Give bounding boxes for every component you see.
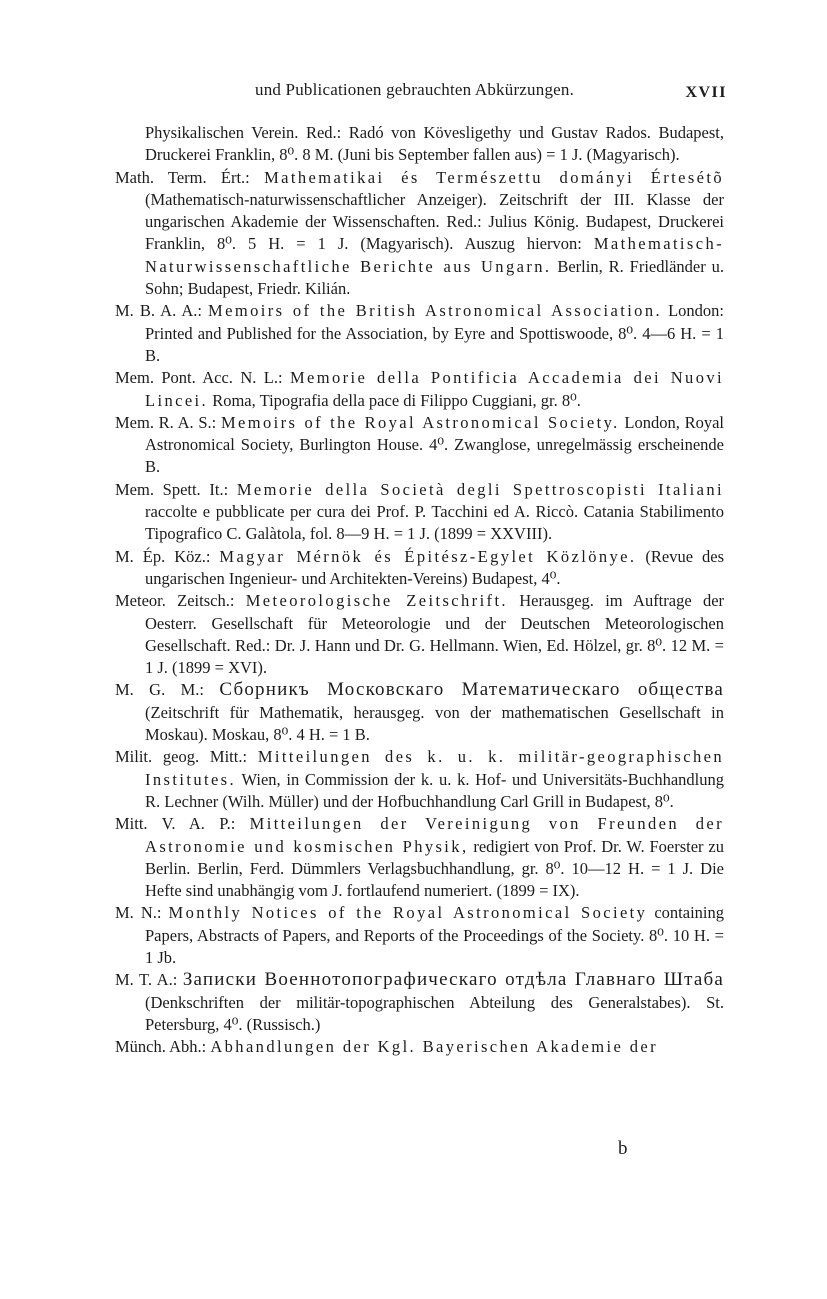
entry-title-secondary: Mathematisch-Naturwissenschaftliche Berichte aus Ungarn. <box>145 234 724 276</box>
entry-title-cyrillic: Записки Военнотопографическаго отдѣла Главнаго Штаба <box>182 969 724 991</box>
entry-abbr: Meteor. Zeitsch.: <box>115 591 235 611</box>
entry-title: Mitteilungen des k. u. k. militär-geographischen Institutes. <box>145 747 725 789</box>
entry-abbr: M. Ép. Köz.: <box>115 546 211 566</box>
entry-title: Memoirs of the British Astronomical Association. <box>208 301 663 321</box>
entry-details: containing Papers, Abstracts of Papers, and Reports of the Proceedings of the Society. 8⁰. 10 H. = 1 Jb. <box>145 903 725 967</box>
entry-abbr: Milit. geog. Mitt.: <box>115 747 248 767</box>
entry-title: Mitteilungen der Vereinigung von Freunden der Astronomie und kosmischen Physik, <box>145 814 725 856</box>
list-item <box>115 902 724 969</box>
list-item <box>115 813 724 902</box>
entry-details: Wien, in Commission der k. u. k. Hof- und Universitäts-Buchhandlung R. Lechner (Wilh. Müller) und der Hofbuchhandlung Carl Grill in Budapest, 8⁰. <box>145 769 724 811</box>
entry-details: (Revue des ungarischen Ingenieur- und Architekten-Vereins) Budapest, 4⁰. <box>145 546 724 588</box>
entry-abbr: Mitt. V. A. P.: <box>115 814 236 834</box>
entry-title-cyrillic: Сборникъ Московскаго Математическаго общества <box>219 679 725 701</box>
list-item <box>115 412 724 479</box>
entry-abbr: Mem. Pont. Acc. N. L.: <box>115 368 283 388</box>
entry-details: redigiert von Prof. Dr. W. Foerster zu Berlin. Berlin, Ferd. Dümmlers Verlagsbuchhandlung, gr. 8⁰. 10—12 H. = 1 J. Die Hefte sind unabhängig vom J. fortlaufend numeriert. (1899 = IX). <box>145 836 724 901</box>
entry-abbr: M. G. M.: <box>115 680 204 700</box>
list-item <box>115 479 724 546</box>
abbreviation-list <box>115 122 724 1058</box>
entry-title: Monthly Notices of the Royal Astronomical Society <box>168 903 648 923</box>
list-item <box>115 746 724 813</box>
entry-abbr: Mem. R. A. S.: <box>115 412 217 432</box>
entry-details: (Mathematisch-naturwissenschaftlicher Anzeiger). Zeitschrift der III. Klasse der ungarischen Akademie der Wissenschaften. Red.: Julius König. Budapest, Druckerei Franklin, 8⁰. 5 H. = 1 J. (Magyarisch). Auszug hiervon: <box>145 189 724 254</box>
continuation-paragraph: Physikalischen Verein. Red.: Radó von Kövesligethy und Gustav Rados. Budapest, Druckerei Franklin, 8⁰. 8 M. (Juni bis September fallen aus) = 1 J. (Magyarisch). <box>145 123 724 165</box>
entry-title: Memorie della Società degli Spettroscopisti Italiani <box>236 479 725 499</box>
entry-details: Berlin, R. Friedländer u. Sohn; Budapest, Friedr. Kilián. <box>145 256 725 299</box>
running-head: und Publicationen gebrauchten Abkürzungen. <box>255 80 575 99</box>
entry-details: London: Printed and Published for the Association, by Eyre and Spottiswoode, 8⁰. 4—6 H. = 1 B. <box>145 301 724 365</box>
entry-details: Herausgeg. im Auftrage der Oesterr. Gesellschaft für Meteorologie und der Deutschen Meteorologischen Gesellschaft. Red.: Dr. J. Hann und Dr. G. Hellmann. Wien, Ed. Hölzel, gr. 8⁰. 12 M. = 1 J. (1899 = XVI). <box>145 591 725 678</box>
entry-details: raccolte e pubblicate per cura dei Prof. P. Tacchini ed A. Riccò. Catania Stabilimento Tipografico C. Galàtola, fol. 8—9 H. = 1 J. (1899 = XXVIII). <box>145 502 724 544</box>
list-item <box>115 679 724 746</box>
entry-abbr: M. T. A.: <box>115 970 178 990</box>
entry-details: London, Royal Astronomical Society, Burlington House. 4⁰. Zwanglose, unregelmässig erscheinende B. <box>145 412 724 477</box>
entry-title: Memorie della Pontificia Accademia dei Nuovi Lincei. <box>145 368 724 410</box>
entry-title: Memoirs of the Royal Astronomical Society. <box>220 412 620 432</box>
page-header <box>115 80 727 106</box>
entry-title: Meteorologische Zeitschrift. <box>245 591 508 611</box>
entry-abbr: Math. Term. Ért.: <box>115 167 250 187</box>
signature-mark: b <box>618 1138 628 1159</box>
list-item <box>115 167 724 301</box>
entry-details: Roma, Tipografia della pace di Filippo Cuggiani, gr. 8⁰. <box>208 390 581 410</box>
entry-details: (Zeitschrift für Mathematik, herausgeg. von der mathematischen Gesellschaft in Moskau). Moskau, 8⁰. 4 H. = 1 B. <box>145 702 724 745</box>
entry-abbr: M. B. A. A.: <box>115 301 202 321</box>
entry-abbr: M. N.: <box>115 903 162 923</box>
list-item <box>115 367 724 412</box>
entry-title: Magyar Mérnök és Épitész-Egylet Közlönye. <box>219 546 637 566</box>
list-item <box>115 590 724 679</box>
entry-abbr: Mem. Spett. It.: <box>115 479 229 499</box>
entry-details: (Denkschriften der militär-topographischen Abteilung des Generalstabes). St. Petersburg, 4⁰. (Russisch.) <box>145 992 724 1034</box>
entry-title: Abhandlungen der Kgl. Bayerischen Akademie der <box>210 1037 658 1057</box>
list-item <box>115 300 724 367</box>
entry-abbr: Münch. Abh.: <box>115 1037 207 1057</box>
list-item <box>115 546 724 591</box>
page-number: XVII <box>685 84 727 101</box>
list-item <box>115 1036 724 1058</box>
entry-title: Mathematikai és Természettu dományi Értesétõ <box>264 167 725 187</box>
list-item <box>115 969 724 1036</box>
